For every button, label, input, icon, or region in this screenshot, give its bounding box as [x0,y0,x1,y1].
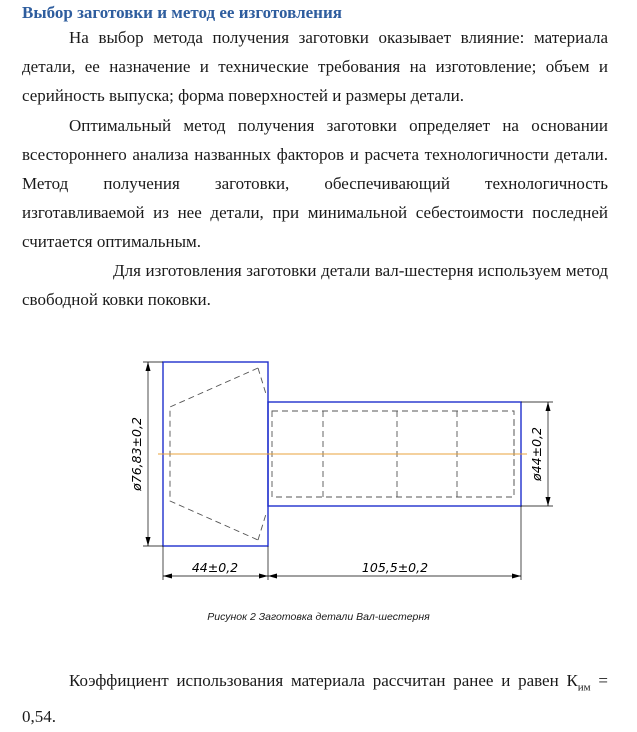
coefficient-subscript: им [577,681,591,694]
dim-shaft-length: 105,5±0,2 [361,560,429,575]
paragraph-coefficient [22,666,608,731]
paragraph-optimal-method: Оптимальный метод получения заготовки определяет на основании всестороннего анализа названных факторов и расчета технологичности детали. Метод получения заготовки, обеспечивающий технологичность изготавливаемой из нее детали, при минимальной себестоимости последней считается оптимальным. [22,116,608,251]
paragraph-factors: На выбор метода получения заготовки оказывает влияние: материала детали, ее назначение и технические требования на изготовление; объем и серийность выпуска; форма поверхностей и размеры детали. [22,28,608,105]
coefficient-text: Коэффициент использования материала рассчитан ранее и равен К [69,671,578,690]
figure-caption: Рисунок 2 Заготовка детали Вал-шестерня [207,611,430,623]
paragraph-forging-method: Для изготовления заготовки детали вал-шестерня используем метод свободной ковки поковки. [22,261,608,309]
dim-small-diameter: ø44±0,2 [529,427,544,481]
section-heading: Выбор заготовки и метод ее изготовления [22,3,342,22]
dimension-lines [143,362,553,580]
blank-drawing [0,350,637,590]
dim-large-diameter: ø76,83±0,2 [129,417,144,491]
dim-head-length: 44±0,2 [191,560,239,575]
coefficient-value: = 0,54. [22,671,608,727]
